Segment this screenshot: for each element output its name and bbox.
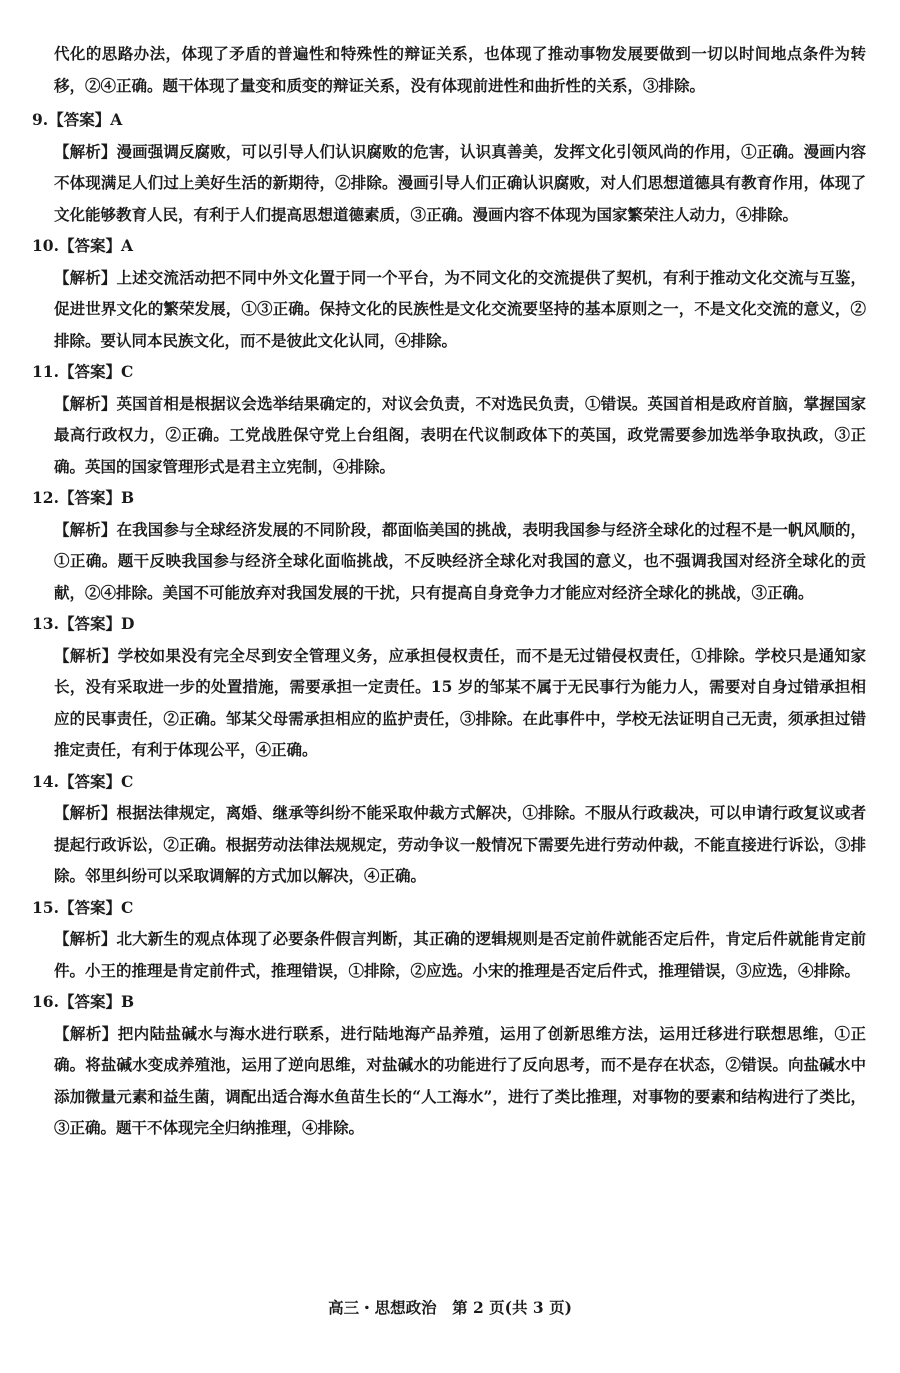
question-number: 14. xyxy=(32,771,59,791)
question-number: 15. xyxy=(32,897,59,917)
answer-text: 【答案】C xyxy=(58,362,134,381)
question-item xyxy=(32,230,866,356)
question-item xyxy=(32,766,866,892)
intro-paragraph: 代化的思路办法，体现了矛盾的普遍性和特殊性的辩证关系，也体现了推动事物发展要做到一切以时间地点条件为转移，②④正确。题干体现了量变和质变的辩证关系，没有体现前进性和曲折性的关系，③排除。 xyxy=(54,44,866,95)
question-number: 12. xyxy=(32,488,59,507)
question-item xyxy=(32,482,866,608)
analysis-text: 【解析】北大新生的观点体现了必要条件假言判断，其正确的逻辑规则是否定前件就能否定后件，肯定后件就能肯定前件。小王的推理是肯定前件式，推理错误，①排除，②应选。小宋的推理是否定后件式，推理错误，③应选，④排除。 xyxy=(54,929,866,980)
question-number: 13. xyxy=(32,614,59,633)
question-item xyxy=(32,608,866,766)
question-number: 10. xyxy=(32,236,59,255)
question-answer-line xyxy=(32,482,866,514)
analysis-text: 【解析】英国首相是根据议会选举结果确定的，对议会负责，不对选民负责，①错误。英国首相是政府首脑，掌握国家最高行政权力，②正确。工党战胜保守党上台组阁，表明在代议制政体下的英国，政党需要参加选举争取执政，③正确。英国的国家管理形式是君主立宪制，④排除。 xyxy=(54,393,866,476)
question-item xyxy=(32,104,866,230)
question-answer-line xyxy=(32,766,866,798)
analysis-text: 【解析】把内陆盐碱水与海水进行联系，进行陆地海产品养殖，运用了创新思维方法，运用迁移进行联想思维，①正确。将盐碱水变成养殖池，运用了逆向思维，对盐碱水的功能进行了反向思考，而不是存在状态，②错误。向盐碱水中添加微量元素和益生菌，调配出适合海水鱼苗生长的“人工海水”，进行了类比推理，对事物的要素和结构进行了类比，③正确。题干不体现完全归纳推理，④排除。 xyxy=(54,1023,866,1137)
answer-text: 【答案】A xyxy=(58,236,133,255)
answer-text: 【答案】D xyxy=(58,614,135,633)
question-list xyxy=(32,104,866,1144)
analysis-text: 【解析】在我国参与全球经济发展的不同阶段，都面临美国的挑战，表明我国参与经济全球化的过程不是一帆风顺的，①正确。题干反映我国参与经济全球化面临挑战，不反映经济全球化对我国的意义，也不强调我国对经济全球化的贡献，②④排除。美国不可能放弃对我国发展的干扰，只有提高自身竞争力才能应对经济全球化的挑战，③正确。 xyxy=(54,519,866,602)
question-item xyxy=(32,356,866,482)
question-item xyxy=(32,986,866,1144)
question-answer-line xyxy=(32,104,866,136)
question-number: 9. xyxy=(32,110,49,129)
analysis-text: 【解析】上述交流活动把不同中外文化置于同一个平台，为不同文化的交流提供了契机，有利于推动文化交流与互鉴，促进世界文化的繁荣发展，①③正确。保持文化的民族性是文化交流要坚持的基本原则之一，不是文化交流的意义，②排除。要认同本民族文化，而不是彼此文化认同，④排除。 xyxy=(54,267,866,350)
answer-text: 【答案】B xyxy=(58,488,135,507)
question-answer-line xyxy=(32,356,866,388)
answer-text: 【答案】A xyxy=(48,110,123,129)
answer-text: 【答案】B xyxy=(58,992,135,1011)
question-item xyxy=(32,892,866,987)
question-answer-line xyxy=(32,986,866,1018)
answer-text: 【答案】C xyxy=(58,771,134,791)
question-answer-line xyxy=(32,230,866,262)
question-number: 16. xyxy=(32,992,59,1011)
answer-text: 【答案】C xyxy=(58,897,134,917)
question-answer-line xyxy=(32,608,866,640)
question-number: 11. xyxy=(32,362,59,381)
page-footer: 高三・思想政治 第 2 页(共 3 页) xyxy=(328,1298,572,1317)
analysis-text: 【解析】学校如果没有完全尽到安全管理义务，应承担侵权责任，而不是无过错侵权责任，①排除。学校只是通知家长，没有采取进一步的处置措施，需要承担一定责任。15 岁的邹某不属于无民事行为能力人，需要对自身过错承担相应的民事责任，②正确。邹某父母需承担相应的监护责任，③排除。在此事件中，学校无法证明自己无责，须承担过错推定责任，有利于体现公平，④正确。 xyxy=(54,645,866,759)
analysis-text: 【解析】根据法律规定，离婚、继承等纠纷不能采取仲裁方式解决，①排除。不服从行政裁决，可以申请行政复议或者提起行政诉讼，②正确。根据劳动法律法规规定，劳动争议一般情况下需要先进行劳动仲裁，不能直接进行诉讼，③排除。邻里纠纷可以采取调解的方式加以解决，④正确。 xyxy=(54,803,866,885)
analysis-text: 【解析】漫画强调反腐败，可以引导人们认识腐败的危害，认识真善美，发挥文化引领风尚的作用，①正确。漫画内容不体现满足人们过上美好生活的新期待，②排除。漫画引导人们正确认识腐败，对人们思想道德具有教育作用，体现了文化能够教育人民，有利于人们提高思想道德素质，③正确。漫画内容不体现为国家繁荣注人动力，④排除。 xyxy=(54,141,866,224)
question-answer-line xyxy=(32,892,866,924)
